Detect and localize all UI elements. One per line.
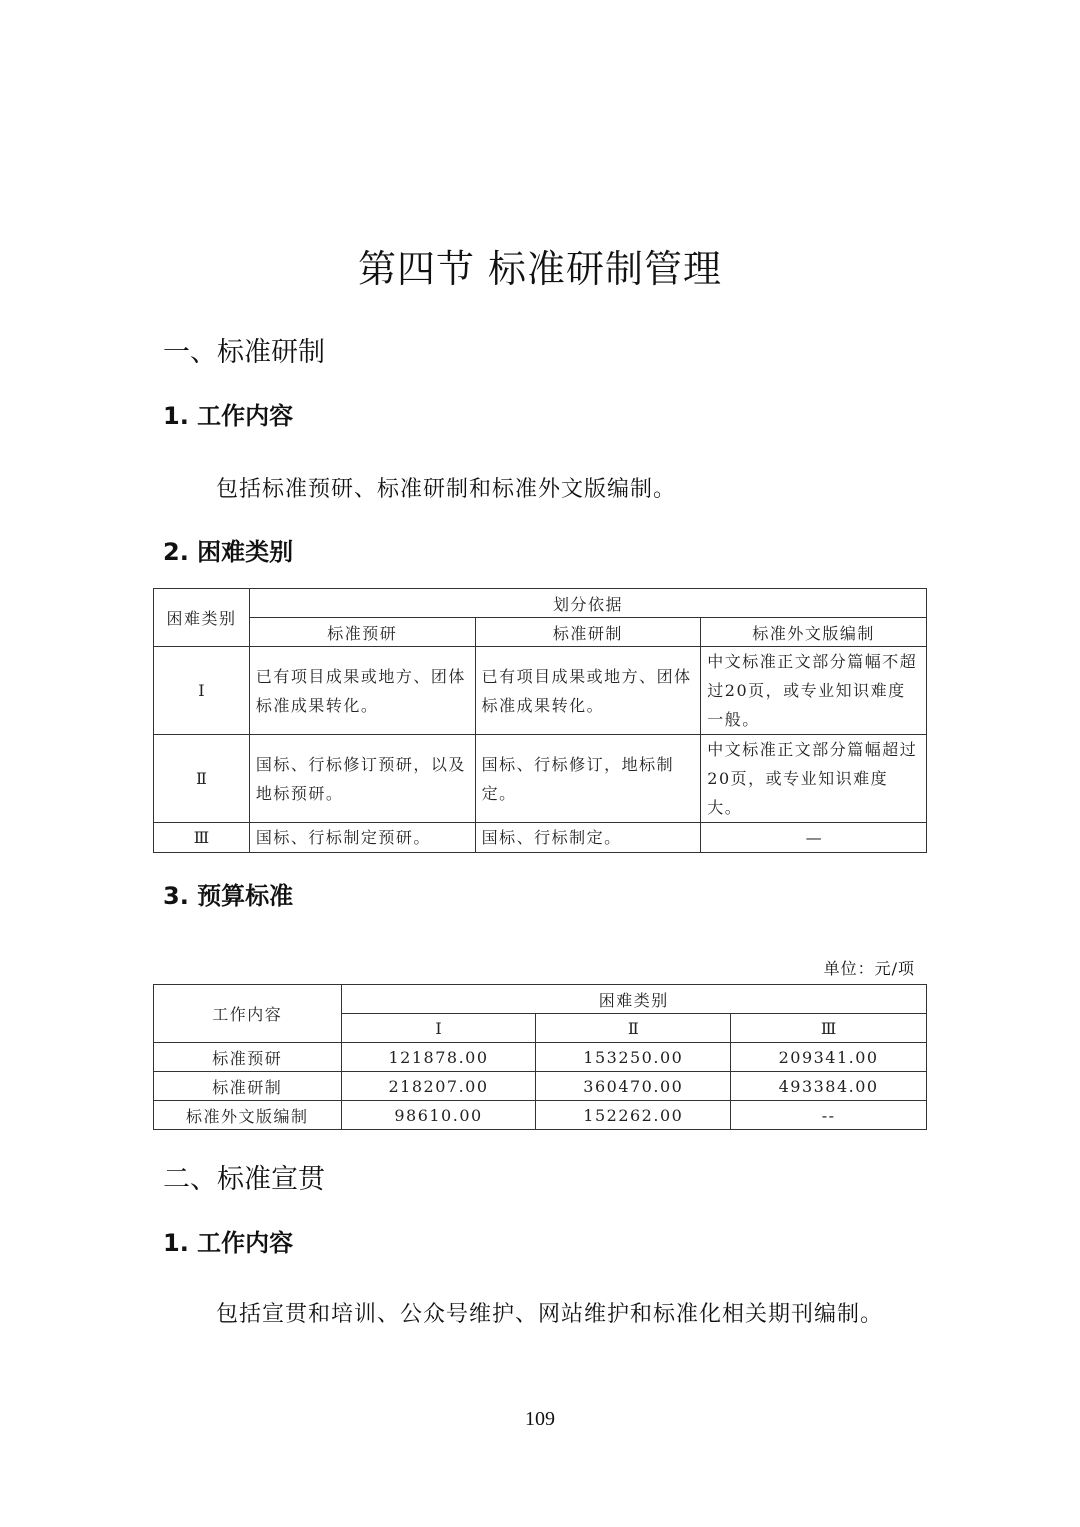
header-foreign-version: 标准外文版编制	[701, 618, 927, 647]
difficulty-table	[153, 588, 927, 853]
foreign-version-cell: 中文标准正文部分篇幅超过20页，或专业知识难度大。	[701, 735, 927, 823]
header-difficulty-category: 困难类别	[154, 589, 250, 647]
subheading-budget-standard: 3. 预算标准	[163, 882, 294, 910]
header-classification-basis: 划分依据	[249, 589, 926, 618]
amount-cell: 121878.00	[341, 1043, 536, 1072]
header-level-1: Ⅰ	[341, 1014, 536, 1043]
foreign-version-cell: 中文标准正文部分篇幅不超过20页，或专业知识难度一般。	[701, 647, 927, 735]
unit-label: 单位：元/项	[823, 959, 915, 978]
development-cell: 已有项目成果或地方、团体标准成果转化。	[475, 647, 701, 735]
work-cell: 标准研制	[154, 1072, 342, 1101]
subheading-difficulty-category: 2. 困难类别	[163, 538, 294, 566]
table-row	[154, 647, 927, 735]
table-row	[154, 1072, 927, 1101]
subheading-work-content: 1. 工作内容	[163, 402, 294, 430]
section-heading-standard-promotion: 二、标准宣贯	[163, 1164, 325, 1195]
table-row	[154, 1043, 927, 1072]
header-level-2: Ⅱ	[536, 1014, 731, 1043]
header-level-3: Ⅲ	[731, 1014, 927, 1043]
amount-cell: 218207.00	[341, 1072, 536, 1101]
table-row	[154, 823, 927, 853]
prestudy-cell: 国标、行标修订预研，以及地标预研。	[249, 735, 475, 823]
amount-cell: 493384.00	[731, 1072, 927, 1101]
section-heading-standard-development: 一、标准研制	[163, 337, 325, 368]
level-cell: Ⅲ	[154, 823, 250, 853]
amount-cell: --	[731, 1101, 927, 1130]
amount-cell: 209341.00	[731, 1043, 927, 1072]
development-cell: 国标、行标制定。	[475, 823, 701, 853]
table-row	[154, 1101, 927, 1130]
level-cell: Ⅰ	[154, 647, 250, 735]
amount-cell: 152262.00	[536, 1101, 731, 1130]
foreign-version-cell: —	[701, 823, 927, 853]
page-title: 第四节 标准研制管理	[357, 247, 723, 291]
amount-cell: 360470.00	[536, 1072, 731, 1101]
work-cell: 标准预研	[154, 1043, 342, 1072]
level-cell: Ⅱ	[154, 735, 250, 823]
development-cell: 国标、行标修订，地标制定。	[475, 735, 701, 823]
prestudy-cell: 已有项目成果或地方、团体标准成果转化。	[249, 647, 475, 735]
header-development: 标准研制	[475, 618, 701, 647]
promotion-work-content-paragraph: 包括宣贯和培训、公众号维护、网站维护和标准化相关期刊编制。	[216, 1302, 884, 1327]
subheading-promotion-work-content: 1. 工作内容	[163, 1229, 294, 1257]
table-row	[154, 735, 927, 823]
work-cell: 标准外文版编制	[154, 1101, 342, 1130]
amount-cell: 98610.00	[341, 1101, 536, 1130]
header-prestudy: 标准预研	[249, 618, 475, 647]
work-content-paragraph: 包括标准预研、标准研制和标准外文版编制。	[216, 477, 677, 502]
budget-table	[153, 984, 927, 1130]
header-work-content: 工作内容	[154, 985, 342, 1043]
header-difficulty-category: 困难类别	[341, 985, 926, 1014]
page-number: 109	[525, 1408, 555, 1430]
prestudy-cell: 国标、行标制定预研。	[249, 823, 475, 853]
amount-cell: 153250.00	[536, 1043, 731, 1072]
